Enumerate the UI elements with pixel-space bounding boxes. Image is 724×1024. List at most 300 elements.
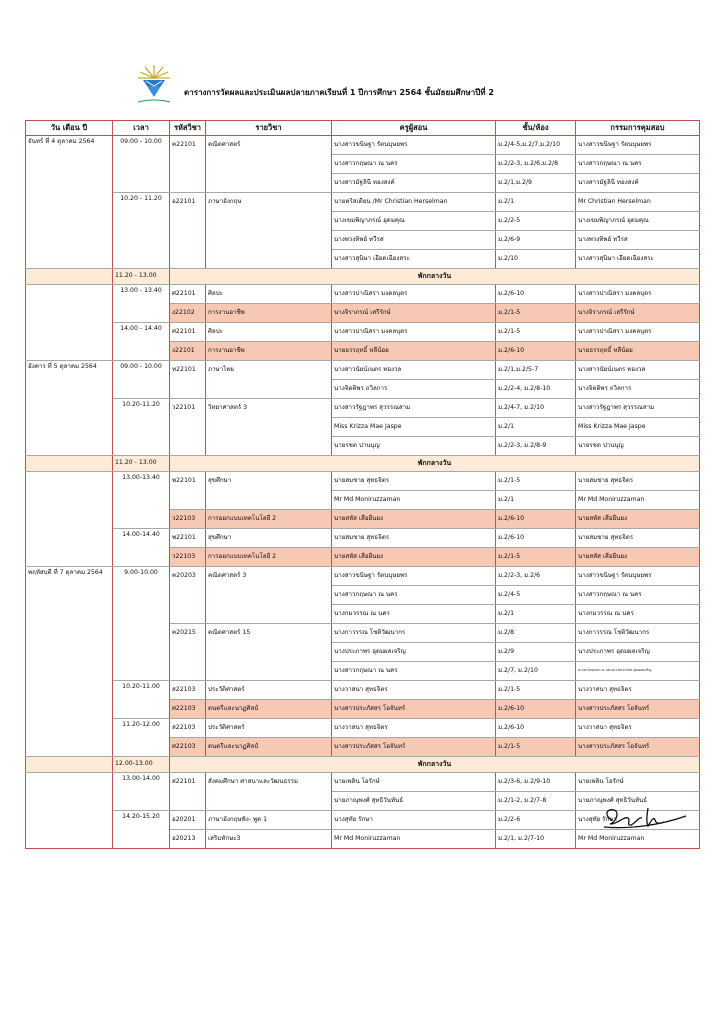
time-cell: 14.20-15.20: [113, 811, 170, 830]
teacher-cell: นางกาวรรณ โชติวัฒนากร: [332, 624, 496, 643]
time-cell: 14.00 - 14.40: [113, 323, 170, 342]
subject-cell: คณิตศาสตร์ 3: [206, 567, 332, 586]
teacher-cell: นายเพลิน โอรักษ์: [332, 773, 496, 792]
proctor-cell: นางสาวรัฐฎาพร สุวรรณสาม: [576, 399, 700, 418]
teacher-cell: นางสาวกฤษณา ณ นคร: [332, 155, 496, 174]
lunch-break-row: [26, 456, 700, 472]
proctor-cell: นางสาวปาณิสรา มงคลบุตร: [576, 285, 700, 304]
subject-cell: [206, 643, 332, 662]
time-cell: [113, 174, 170, 193]
time-cell: 10.20-11.20: [113, 399, 170, 418]
date-cell: [26, 757, 113, 773]
proctor-cell: นางสาวมัฐลินี ทองสงค์: [576, 174, 700, 193]
room-cell: ม.2/1: [496, 605, 576, 624]
time-cell: [113, 418, 170, 437]
teacher-cell: นายภาณุพงศ์ สุทธิวันทันธ์: [332, 792, 496, 811]
date-cell: [26, 529, 113, 548]
time-cell: [113, 605, 170, 624]
date-cell: [26, 792, 113, 811]
room-cell: ม.2/1-5: [496, 738, 576, 757]
subject-cell: [206, 437, 332, 456]
table-row: [26, 567, 700, 586]
table-row: [26, 437, 700, 456]
code-cell: [170, 792, 206, 811]
subject-cell: การออกแบบเทคโนโลยี 2: [206, 548, 332, 567]
code-cell: ง22102: [170, 304, 206, 323]
teacher-cell: นางพวงทิพย์ ทวีรส: [332, 231, 496, 250]
time-cell: [113, 738, 170, 757]
proctor-cell: นางสาวนัยน์เนตร ทองวล: [576, 361, 700, 380]
subject-cell: [206, 380, 332, 399]
table-row: [26, 472, 700, 491]
break-time-cell: 12.00-13.00: [113, 757, 170, 773]
code-cell: [170, 250, 206, 269]
table-row: [26, 624, 700, 643]
proctor-cell: นายเพลิน โอรักษ์: [576, 773, 700, 792]
subject-cell: [206, 586, 332, 605]
room-cell: ม.2/10: [496, 250, 576, 269]
teacher-cell: นางสาวนัยน์เนตร ทองวล: [332, 361, 496, 380]
code-cell: [170, 418, 206, 437]
code-cell: [170, 491, 206, 510]
time-cell: [113, 304, 170, 323]
table-row: [26, 136, 700, 155]
code-cell: [170, 662, 206, 681]
teacher-cell: นางสุทัย รักษา: [332, 811, 496, 830]
date-cell: [26, 155, 113, 174]
subject-cell: ดนตรีและนาฏศิลป์: [206, 700, 332, 719]
teacher-cell: นายสมชาย สุทธจิตร: [332, 529, 496, 548]
room-cell: ม.2/1: [496, 418, 576, 437]
room-cell: ม.2/6-10: [496, 719, 576, 738]
time-cell: 11.20-12.00: [113, 719, 170, 738]
subject-cell: สังคมศึกษา ศาสนาและวัฒนธรรม: [206, 773, 332, 792]
proctor-cell: Mr Christian Herselman: [576, 193, 700, 212]
proctor-cell: นางสาวประภัสสร โอจันทร์: [576, 700, 700, 719]
proctor-cell: นางกมวรรณ ณ นคร: [576, 605, 700, 624]
code-cell: [170, 643, 206, 662]
table-row: [26, 418, 700, 437]
teacher-cell: นายสหัส เสือยืนยง: [332, 548, 496, 567]
table-row: [26, 155, 700, 174]
proctor-cell: นางจิราภรณ์ เสรีรักษ์: [576, 304, 700, 323]
table-row: [26, 605, 700, 624]
teacher-cell: Mr Md Moniruzzaman: [332, 830, 496, 849]
time-cell: [113, 792, 170, 811]
table-row: [26, 830, 700, 849]
date-cell: [26, 342, 113, 361]
code-cell: ศ22103: [170, 738, 206, 757]
time-cell: [113, 624, 170, 643]
subject-cell: [206, 662, 332, 681]
date-cell: [26, 231, 113, 250]
table-row: [26, 361, 700, 380]
date-cell: [26, 510, 113, 529]
table-row: [26, 773, 700, 792]
time-cell: [113, 510, 170, 529]
time-cell: [113, 491, 170, 510]
date-cell: [26, 456, 113, 472]
room-cell: ม.2/1: [496, 491, 576, 510]
table-row: [26, 380, 700, 399]
table-row: [26, 643, 700, 662]
subject-cell: วิทยาศาสตร์ 3: [206, 399, 332, 418]
room-cell: ม.2/4-5: [496, 586, 576, 605]
room-cell: ม.2/1,ม.2/9: [496, 174, 576, 193]
room-cell: ม.2/1, ม.2/7-10: [496, 830, 576, 849]
date-cell: [26, 662, 113, 681]
code-cell: ศ22101: [170, 323, 206, 342]
teacher-cell: นางสาวกฤษณา ณ นคร: [332, 586, 496, 605]
teacher-cell: นางสาวปาณิสรา มงคลบุตร: [332, 323, 496, 342]
teacher-cell: นายรชต ปานบุญ: [332, 437, 496, 456]
date-cell: [26, 472, 113, 491]
teacher-cell: Mr Md Moniruzzaman: [332, 491, 496, 510]
time-cell: 14.00-14.40: [113, 529, 170, 548]
proctor-cell: นายสมชาย สุทธจิตร: [576, 472, 700, 491]
proctor-cell: นางพวงทิพย์ ทวีรส: [576, 231, 700, 250]
subject-cell: การงานอาชีพ: [206, 342, 332, 361]
subject-cell: ภาษาอังกฤษฟัง- พูด 1: [206, 811, 332, 830]
lunch-break-row: [26, 757, 700, 773]
code-cell: ส22103: [170, 719, 206, 738]
table-row: [26, 399, 700, 418]
lunch-break-label: พักกลางวัน: [170, 757, 700, 773]
proctor-cell: นางสาวกฤษณา ณ นคร/นางประภาพร อุดมผลเจริญ: [576, 662, 700, 681]
document-title: ตารางการวัดผลและประเมินผลปลายภาคเรียนที่ 1 ปีการศึกษา 2564 ชั้นมัธยมศึกษาปีที่ 2: [184, 88, 494, 97]
date-cell: [26, 773, 113, 792]
code-cell: ศ22103: [170, 700, 206, 719]
proctor-cell: Mr Md Moniruzzaman: [576, 830, 700, 849]
code-cell: ส22101: [170, 773, 206, 792]
table-row: [26, 231, 700, 250]
time-cell: [113, 231, 170, 250]
table-row: [26, 212, 700, 231]
subject-cell: [206, 792, 332, 811]
date-cell: [26, 285, 113, 304]
proctor-cell: นางวาสนา สุทธจิตร: [576, 681, 700, 700]
room-cell: ม.2/1-5: [496, 323, 576, 342]
exam-schedule-table: [25, 120, 700, 849]
column-header-proctor: กรรมการคุมสอบ: [576, 121, 700, 136]
teacher-cell: นายสหัส เสือยืนยง: [332, 510, 496, 529]
code-cell: [170, 174, 206, 193]
room-cell: ม.2/2-6: [496, 811, 576, 830]
time-cell: [113, 643, 170, 662]
time-cell: 10.20-11.00: [113, 681, 170, 700]
time-cell: [113, 548, 170, 567]
room-cell: ม.2/1,ม.2/5-7: [496, 361, 576, 380]
table-row: [26, 304, 700, 323]
table-row: [26, 738, 700, 757]
proctor-cell: นางกาวรรณ โชติวัฒนากร: [576, 624, 700, 643]
time-cell: [113, 662, 170, 681]
code-cell: ว22103: [170, 548, 206, 567]
date-cell: [26, 811, 113, 830]
subject-cell: [206, 491, 332, 510]
room-cell: ม.2/6-10: [496, 285, 576, 304]
subject-cell: สุขศึกษา: [206, 472, 332, 491]
room-cell: ม.2/6-10: [496, 700, 576, 719]
lunch-break-row: [26, 269, 700, 285]
time-cell: 13.00 - 13.40: [113, 285, 170, 304]
date-cell: [26, 380, 113, 399]
column-header-date: วัน เดือน ปี: [26, 121, 113, 136]
time-cell: [113, 342, 170, 361]
time-cell: [113, 155, 170, 174]
room-cell: ม.2/1-5: [496, 548, 576, 567]
school-logo-icon: [135, 64, 173, 106]
proctor-cell: นายสหัส เสือยืนยง: [576, 548, 700, 567]
date-cell: [26, 418, 113, 437]
code-cell: ส22103: [170, 681, 206, 700]
code-cell: [170, 231, 206, 250]
proctor-cell: นางสาวประภัสสร โอจันทร์: [576, 738, 700, 757]
teacher-cell: นางสาวประภัสสร โอจันทร์: [332, 738, 496, 757]
room-cell: ม.2/6-10: [496, 510, 576, 529]
subject-cell: ประวัติศาสตร์: [206, 681, 332, 700]
teacher-cell: Miss Krizza Mae Jaspe: [332, 418, 496, 437]
date-cell: [26, 491, 113, 510]
column-header-subject: รายวิชา: [206, 121, 332, 136]
teacher-cell: นางสาวปาณิสรา มงคลบุตร: [332, 285, 496, 304]
teacher-cell: นางประภาพร อุดมผลเจริญ: [332, 643, 496, 662]
date-cell: [26, 830, 113, 849]
time-cell: 13.00-13.40: [113, 472, 170, 491]
subject-cell: [206, 418, 332, 437]
table-row: [26, 681, 700, 700]
proctor-cell: นางประภาพร อุดมผลเจริญ: [576, 643, 700, 662]
time-cell: 13.00-14.00: [113, 773, 170, 792]
time-cell: [113, 250, 170, 269]
table-row: [26, 662, 700, 681]
date-cell: [26, 304, 113, 323]
code-cell: พ22101: [170, 472, 206, 491]
teacher-cell: นางสาวรัฐฎาพร สุวรรณสาม: [332, 399, 496, 418]
table-row: [26, 285, 700, 304]
proctor-cell: นายสมชาย สุทธจิตร: [576, 529, 700, 548]
room-cell: ม.2/1: [496, 193, 576, 212]
date-cell: [26, 193, 113, 212]
lunch-break-label: พักกลางวัน: [170, 269, 700, 285]
table-row: [26, 586, 700, 605]
room-cell: ม.2/9: [496, 643, 576, 662]
room-cell: ม.2/6-10: [496, 529, 576, 548]
code-cell: อ20201: [170, 811, 206, 830]
proctor-cell: นายภาณุพงศ์ สุทธิวันทันธ์: [576, 792, 700, 811]
date-cell: [26, 700, 113, 719]
room-cell: ม.2/1-5: [496, 681, 576, 700]
code-cell: ศ22101: [170, 285, 206, 304]
teacher-cell: นายสมชาย สุทธจิตร: [332, 472, 496, 491]
table-row: [26, 491, 700, 510]
room-cell: ม.2/2-5: [496, 212, 576, 231]
subject-cell: สุขศึกษา: [206, 529, 332, 548]
time-cell: [113, 380, 170, 399]
subject-cell: [206, 155, 332, 174]
code-cell: ง22101: [170, 342, 206, 361]
code-cell: ว22101: [170, 399, 206, 418]
teacher-cell: นางวาสนา สุทธจิตร: [332, 681, 496, 700]
teacher-cell: นายธรรฤทธิ์ หลีน้อย: [332, 342, 496, 361]
room-cell: ม.2/2-3, ม.2/8-9: [496, 437, 576, 456]
date-cell: [26, 437, 113, 456]
break-time-cell: 11.20 - 13.00: [113, 456, 170, 472]
time-cell: 09.00 - 10.00: [113, 136, 170, 155]
teacher-cell: นางสาวมัฐลินี ทองสงค์: [332, 174, 496, 193]
proctor-cell: นางสาวสุนิษา เอียดเฉียงสระ: [576, 250, 700, 269]
lunch-break-label: พักกลางวัน: [170, 456, 700, 472]
date-cell: จันทร์ ที่ 4 ตุลาคม 2564: [26, 136, 113, 155]
date-cell: [26, 605, 113, 624]
proctor-cell: นางสาวกฤษณา ณ นคร: [576, 155, 700, 174]
room-cell: ม.2/2-3, ม.2/6: [496, 567, 576, 586]
subject-cell: ศิลปะ: [206, 323, 332, 342]
teacher-cell: นางสาวประภัสสร โอจันทร์: [332, 700, 496, 719]
proctor-cell: Miss Krizza Mae Jaspe: [576, 418, 700, 437]
subject-cell: [206, 174, 332, 193]
code-cell: [170, 605, 206, 624]
code-cell: [170, 437, 206, 456]
proctor-cell: นางสุทัย รักษา: [576, 811, 700, 830]
subject-cell: ดนตรีและนาฏศิลป์: [206, 738, 332, 757]
code-cell: ค20203: [170, 567, 206, 586]
code-cell: [170, 586, 206, 605]
subject-cell: [206, 605, 332, 624]
subject-cell: การออกแบบเทคโนโลยี 2: [206, 510, 332, 529]
room-cell: ม.2/6-10: [496, 342, 576, 361]
subject-cell: [206, 212, 332, 231]
code-cell: อ20213: [170, 830, 206, 849]
subject-cell: ศิลปะ: [206, 285, 332, 304]
date-cell: [26, 269, 113, 285]
code-cell: [170, 155, 206, 174]
table-row: [26, 548, 700, 567]
proctor-cell: นางจิตติพร ถวิลการ: [576, 380, 700, 399]
teacher-cell: นางเขมพิญาภรณ์ อุดมคุณ: [332, 212, 496, 231]
code-cell: อ22101: [170, 193, 206, 212]
room-cell: ม.2/1-2, ม.2/7-8: [496, 792, 576, 811]
table-row: [26, 193, 700, 212]
teacher-cell: นางจิตติพร ถวิลการ: [332, 380, 496, 399]
code-cell: ค20215: [170, 624, 206, 643]
date-cell: [26, 586, 113, 605]
date-cell: [26, 719, 113, 738]
teacher-cell: นางสาวขนิษฐา รัตนบุษยพร: [332, 136, 496, 155]
teacher-cell: นางสาวกฤษณา ณ นคร: [332, 662, 496, 681]
time-cell: [113, 586, 170, 605]
table-row: [26, 700, 700, 719]
room-cell: ม.2/4-7, ม.2/10: [496, 399, 576, 418]
subject-cell: ประวัติศาสตร์: [206, 719, 332, 738]
proctor-cell: นางวาสนา สุทธจิตร: [576, 719, 700, 738]
date-cell: [26, 624, 113, 643]
time-cell: 9.00-10.00: [113, 567, 170, 586]
code-cell: ว22103: [170, 510, 206, 529]
proctor-cell: Mr Md Moniruzzaman: [576, 491, 700, 510]
date-cell: [26, 548, 113, 567]
table-row: [26, 529, 700, 548]
table-row: [26, 174, 700, 193]
time-cell: [113, 437, 170, 456]
date-cell: อังคาร ที่ 5 ตุลาคม 2564: [26, 361, 113, 380]
time-cell: 09.00 - 10.00: [113, 361, 170, 380]
teacher-cell: นางกมวรรณ ณ นคร: [332, 605, 496, 624]
date-cell: [26, 643, 113, 662]
document-header: [0, 62, 724, 108]
subject-cell: คณิตศาสตร์ 15: [206, 624, 332, 643]
proctor-cell: นางสาวปาณิสรา มงคลบุตร: [576, 323, 700, 342]
date-cell: [26, 399, 113, 418]
proctor-cell: นายสหัส เสือยืนยง: [576, 510, 700, 529]
proctor-cell: นางสาวขนิษฐา รัตนบุษยพร: [576, 567, 700, 586]
subject-cell: [206, 231, 332, 250]
column-header-teacher: ครูผู้สอน: [332, 121, 496, 136]
time-cell: [113, 830, 170, 849]
teacher-cell: นางสาวขนิษฐา รัตนบุษยพร: [332, 567, 496, 586]
subject-cell: เสริมทักษะ3: [206, 830, 332, 849]
teacher-cell: นางจิราภรณ์ เสรีรักษ์: [332, 304, 496, 323]
break-time-cell: 11.20 - 13.00: [113, 269, 170, 285]
table-row: [26, 510, 700, 529]
proctor-cell: นายธรรฤทธิ์ หลีน้อย: [576, 342, 700, 361]
date-cell: [26, 174, 113, 193]
date-cell: [26, 212, 113, 231]
table-row: [26, 342, 700, 361]
room-cell: ม.2/1-5: [496, 304, 576, 323]
table-row: [26, 719, 700, 738]
time-cell: [113, 700, 170, 719]
subject-cell: การงานอาชีพ: [206, 304, 332, 323]
date-cell: [26, 681, 113, 700]
proctor-cell: นางสาวขนิษฐา รัตนบุษยพร: [576, 136, 700, 155]
date-cell: [26, 738, 113, 757]
code-cell: ค22101: [170, 136, 206, 155]
subject-cell: ภาษาอังกฤษ: [206, 193, 332, 212]
table-header-row: [26, 121, 700, 136]
proctor-cell: นายรชต ปานบุญ: [576, 437, 700, 456]
room-cell: ม.2/6-9: [496, 231, 576, 250]
code-cell: ท22101: [170, 361, 206, 380]
room-cell: ม.2/3-6, ม.2/9-10: [496, 773, 576, 792]
room-cell: ม.2/8: [496, 624, 576, 643]
subject-cell: คณิตศาสตร์: [206, 136, 332, 155]
column-header-time: เวลา: [113, 121, 170, 136]
proctor-cell: นางเขมพิญาภรณ์ อุดมคุณ: [576, 212, 700, 231]
subject-cell: [206, 250, 332, 269]
time-cell: 10.20 - 11.20: [113, 193, 170, 212]
code-cell: [170, 212, 206, 231]
room-cell: ม.2/1-5: [496, 472, 576, 491]
time-cell: [113, 212, 170, 231]
date-cell: [26, 250, 113, 269]
table-row: [26, 323, 700, 342]
handwritten-signature-icon: [598, 802, 690, 832]
room-cell: ม.2/7, ม.2/10: [496, 662, 576, 681]
date-cell: [26, 323, 113, 342]
room-cell: ม.2/4-5,ม.2/7,ม.2/10: [496, 136, 576, 155]
code-cell: พ22101: [170, 529, 206, 548]
column-header-code: รหัสวิชา: [170, 121, 206, 136]
code-cell: [170, 380, 206, 399]
column-header-room: ชั้น/ห้อง: [496, 121, 576, 136]
table-row: [26, 250, 700, 269]
proctor-cell: นางสาวกฤษณา ณ นคร: [576, 586, 700, 605]
date-cell: พฤหัสบดี ที่ 7 ตุลาคม 2564: [26, 567, 113, 586]
room-cell: ม.2/2-4, ม.2/8-10: [496, 380, 576, 399]
subject-cell: ภาษาไทย: [206, 361, 332, 380]
room-cell: ม.2/2-3, ม.2/6,ม.2/8: [496, 155, 576, 174]
